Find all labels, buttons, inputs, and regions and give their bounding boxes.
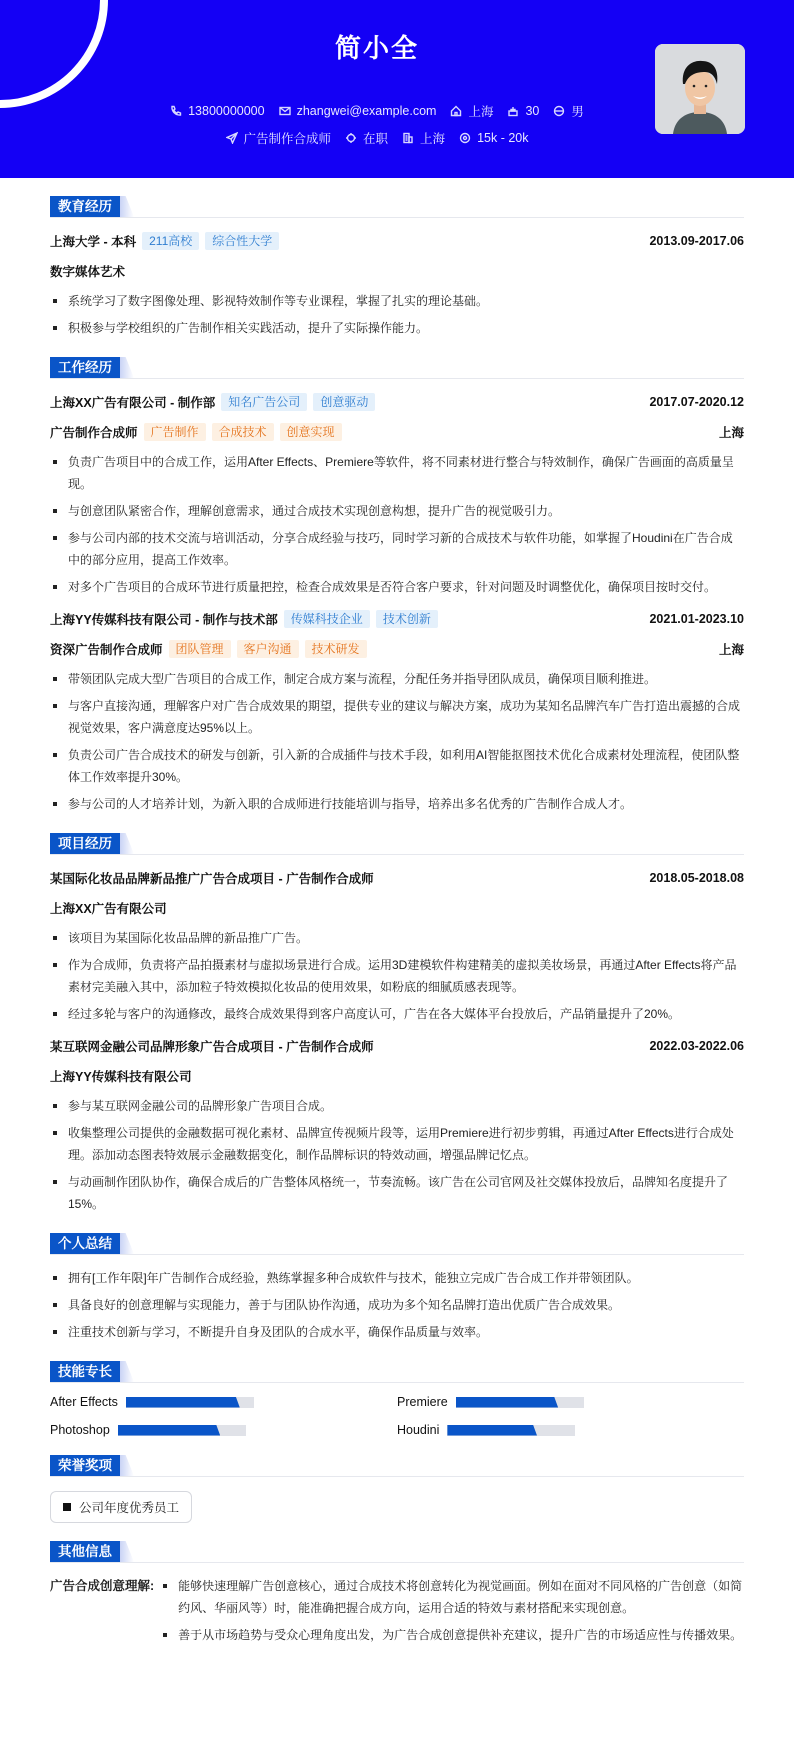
skill-item	[397, 1423, 744, 1437]
job-date: 2021.01-2023.10	[649, 612, 744, 626]
education-header-row	[50, 230, 744, 252]
list-item: 能够快速理解广告创意核心，通过合成技术将创意转化为视觉画面。例如在面对不同风格的广告创意（如简约风、华丽风等）时，能准确把握合成方向，运用合适的特效与素材搭配来实现创意。	[160, 1575, 744, 1619]
section-title: 技能专长	[50, 1361, 120, 1382]
list-item: 收集整理公司提供的金融数据可视化素材、品牌宣传视频片段等，运用Premiere进行初步剪辑，再通过After Effects进行合成处理。添加动态图表特效展示金融数据变化，制作品牌标识的特效动画，增强品牌记忆点。	[50, 1122, 744, 1166]
project-company-row	[50, 1065, 744, 1087]
list-item: 带领团队完成大型广告项目的合成工作，制定合成方案与流程，分配任务并指导团队成员，确保项目顺利推进。	[50, 668, 744, 690]
project-entry	[50, 867, 744, 1025]
skill-bar	[447, 1425, 575, 1436]
skill-bar	[118, 1425, 246, 1436]
skill-fill	[456, 1397, 558, 1408]
avatar	[655, 44, 745, 134]
phone-info	[170, 104, 264, 118]
other-bullets	[160, 1575, 744, 1651]
salary-info	[459, 131, 528, 145]
company-name: 上海YY传媒科技有限公司 - 制作与技术部	[50, 613, 278, 627]
age-icon	[507, 105, 519, 117]
job-date: 2017.07-2020.12	[649, 395, 744, 409]
job-bullets	[50, 451, 744, 598]
school-tag: 211高校	[142, 232, 199, 250]
role-tag: 客户沟通	[237, 640, 299, 658]
list-item: 善于从市场趋势与受众心理角度出发，为广告合成创意提供补充建议，提升广告的市场适应性与传播效果。	[160, 1624, 744, 1646]
send-icon	[226, 132, 238, 144]
section-title: 工作经历	[50, 357, 120, 378]
role-tag: 技术研发	[305, 640, 367, 658]
city-info	[450, 102, 493, 120]
skill-fill	[126, 1397, 240, 1408]
section-header	[50, 196, 744, 218]
major-row	[50, 260, 744, 282]
status-icon	[345, 132, 357, 144]
status-text: 在职	[363, 132, 389, 146]
job-company-row	[50, 391, 744, 413]
project-bullets	[50, 1095, 744, 1215]
age-text: 30	[525, 104, 540, 118]
role-tag: 合成技术	[212, 423, 274, 441]
list-item: 经过多轮与客户的沟通修改，最终合成效果得到客户高度认可，广告在各大媒体平台投放后，产品销量提升了20%。	[50, 1003, 744, 1025]
skill-name: Houdini	[397, 1423, 440, 1437]
summary-bullets	[50, 1267, 744, 1343]
company-tag: 技术创新	[376, 610, 438, 628]
project-date: 2018.05-2018.08	[649, 871, 744, 885]
target-role-info	[226, 129, 332, 147]
list-item: 作为合成师，负责将产品拍摄素材与虚拟场景进行合成。运用3D建模软件构建精美的虚拟美妆场景，再通过After Effects将产品素材完美融入其中，添加粒子特效模拟化妆品的使用效果，如粉底的细腻质感表现等。	[50, 954, 744, 998]
list-item: 参与某互联网金融公司的品牌形象广告项目合成。	[50, 1095, 744, 1117]
section-header	[50, 1541, 744, 1563]
job-role-row	[50, 638, 744, 660]
list-item: 系统学习了数字图像处理、影视特效制作等专业课程，掌握了扎实的理论基础。	[50, 290, 744, 312]
other-section	[50, 1541, 744, 1655]
list-item: 负责广告项目中的合成工作，运用After Effects、Premiere等软件，将不同素材进行整合与特效制作，确保广告画面的高质量呈现。	[50, 451, 744, 495]
job-entry	[50, 608, 744, 815]
list-item: 注重技术创新与学习，不断提升自身及团队的合成水平，确保作品质量与效率。	[50, 1321, 744, 1343]
section-title: 项目经历	[50, 833, 120, 854]
section-title: 个人总结	[50, 1233, 120, 1254]
section-header	[50, 357, 744, 379]
list-item: 与动画制作团队协作，确保合成后的广告整体风格统一，节奏流畅。该广告在公司官网及社交媒体投放后，品牌知名度提升了15%。	[50, 1171, 744, 1215]
candidate-name: 简小全	[334, 33, 419, 63]
list-item: 积极参与学校组织的广告制作相关实践活动，提升了实际操作能力。	[50, 317, 744, 339]
section-header	[50, 1233, 744, 1255]
job-entry	[50, 391, 744, 598]
skill-bar	[456, 1397, 584, 1408]
section-title: 教育经历	[50, 196, 120, 217]
company-tag: 知名广告公司	[221, 393, 307, 411]
project-header-row	[50, 867, 744, 889]
home-icon	[450, 105, 462, 117]
company-name: 上海XX广告有限公司 - 制作部	[50, 396, 216, 410]
education-date: 2013.09-2017.06	[649, 234, 744, 248]
resume-header	[0, 0, 794, 178]
project-company-row	[50, 897, 744, 919]
mail-icon	[279, 105, 291, 117]
project-bullets	[50, 927, 744, 1025]
section-header	[50, 1455, 744, 1477]
job-role: 广告制作合成师	[50, 426, 138, 440]
salary-text: 15k - 20k	[477, 131, 529, 145]
education-bullets	[50, 290, 744, 339]
section-title: 其他信息	[50, 1541, 120, 1562]
building-icon	[402, 132, 414, 144]
project-date: 2022.03-2022.06	[649, 1039, 744, 1053]
job-company-row	[50, 608, 744, 630]
list-item: 与创意团队紧密合作，理解创意需求，通过合成技术实现创意构想，提升广告的视觉吸引力。	[50, 500, 744, 522]
project-name: 某互联网金融公司品牌形象广告合成项目 - 广告制作合成师	[50, 1040, 374, 1054]
project-company: 上海XX广告有限公司	[50, 902, 167, 916]
skill-name: Photoshop	[50, 1423, 110, 1437]
school-name: 上海大学 - 本科	[50, 235, 137, 249]
job-location: 上海	[718, 426, 744, 440]
target-city-info	[402, 129, 445, 147]
email-info	[279, 104, 437, 118]
skills-section	[50, 1361, 744, 1437]
skill-name: Premiere	[397, 1395, 448, 1409]
email-text: zhangwei@example.com	[296, 104, 437, 118]
target-role-text: 广告制作合成师	[243, 132, 332, 146]
target-city-text: 上海	[420, 132, 446, 146]
age-info	[507, 104, 539, 118]
project-name: 某国际化妆品品牌新品推广广告合成项目 - 广告制作合成师	[50, 872, 374, 886]
work-section	[50, 357, 744, 815]
other-label: 广告合成创意理解:	[50, 1579, 155, 1593]
skill-bar	[126, 1397, 254, 1408]
city-text: 上海	[468, 105, 494, 119]
section-title: 荣誉奖项	[50, 1455, 120, 1476]
project-header-row	[50, 1035, 744, 1057]
role-tag: 创意实现	[280, 423, 342, 441]
company-tag: 创意驱动	[313, 393, 375, 411]
job-role: 资深广告制作合成师	[50, 643, 163, 657]
gender-text: 男	[571, 105, 584, 119]
award-item	[50, 1491, 192, 1523]
skill-fill	[447, 1425, 537, 1436]
list-item: 负责公司广告合成技术的研发与创新，引入新的合成插件与技术手段，如利用AI智能抠图技术优化合成素材处理流程，使团队整体工作效率提升30%。	[50, 744, 744, 788]
skill-item	[397, 1395, 744, 1409]
list-item: 参与公司内部的技术交流与培训活动，分享合成经验与技巧，同时学习新的合成技术与软件功能，如掌握了Houdini在广告合成中的部分应用，提高工作效率。	[50, 527, 744, 571]
skills-grid	[50, 1395, 744, 1437]
list-item: 该项目为某国际化妆品品牌的新品推广广告。	[50, 927, 744, 949]
skill-fill	[118, 1425, 220, 1436]
list-item: 具备良好的创意理解与实现能力，善于与团队协作沟通，成功为多个知名品牌打造出优质广告合成效果。	[50, 1294, 744, 1316]
phone-text: 13800000000	[188, 104, 265, 118]
skill-name: After Effects	[50, 1395, 118, 1409]
project-entry	[50, 1035, 744, 1215]
company-tag: 传媒科技企业	[284, 610, 370, 628]
role-tag: 广告制作	[144, 423, 206, 441]
summary-section	[50, 1233, 744, 1343]
list-item: 拥有[工作年限]年广告制作合成经验，熟练掌握多种合成软件与技术，能独立完成广告合成工作并带领团队。	[50, 1267, 744, 1289]
gender-icon	[553, 105, 565, 117]
awards-section	[50, 1455, 744, 1523]
job-location: 上海	[718, 643, 744, 657]
projects-section	[50, 833, 744, 1215]
skill-item	[50, 1395, 397, 1409]
list-item: 参与公司的人才培养计划，为新入职的合成师进行技能培训与指导，培养出多名优秀的广告制作合成人才。	[50, 793, 744, 815]
gender-info	[553, 102, 584, 120]
major: 数字媒体艺术	[50, 265, 126, 279]
status-info	[345, 129, 388, 147]
education-section	[50, 196, 744, 339]
job-role-row	[50, 421, 744, 443]
section-header	[50, 1361, 744, 1383]
section-header	[50, 833, 744, 855]
skill-item	[50, 1423, 397, 1437]
school-tag: 综合性大学	[205, 232, 279, 250]
award-text: 公司年度优秀员工	[79, 1501, 180, 1515]
list-item: 对多个广告项目的合成环节进行质量把控，检查合成效果是否符合客户要求，针对问题及时调整优化，确保项目按时交付。	[50, 576, 744, 598]
phone-icon	[170, 105, 182, 117]
project-company: 上海YY传媒科技有限公司	[50, 1070, 192, 1084]
resume-body	[0, 196, 794, 1675]
job-bullets	[50, 668, 744, 815]
role-tag: 团队管理	[169, 640, 231, 658]
list-item: 与客户直接沟通，理解客户对广告合成效果的期望，提供专业的建议与解决方案，成功为某知名品牌汽车广告打造出震撼的合成视觉效果，客户满意度达95%以上。	[50, 695, 744, 739]
square-bullet-icon	[63, 1503, 71, 1511]
salary-icon	[459, 132, 471, 144]
other-info-row	[50, 1575, 744, 1655]
